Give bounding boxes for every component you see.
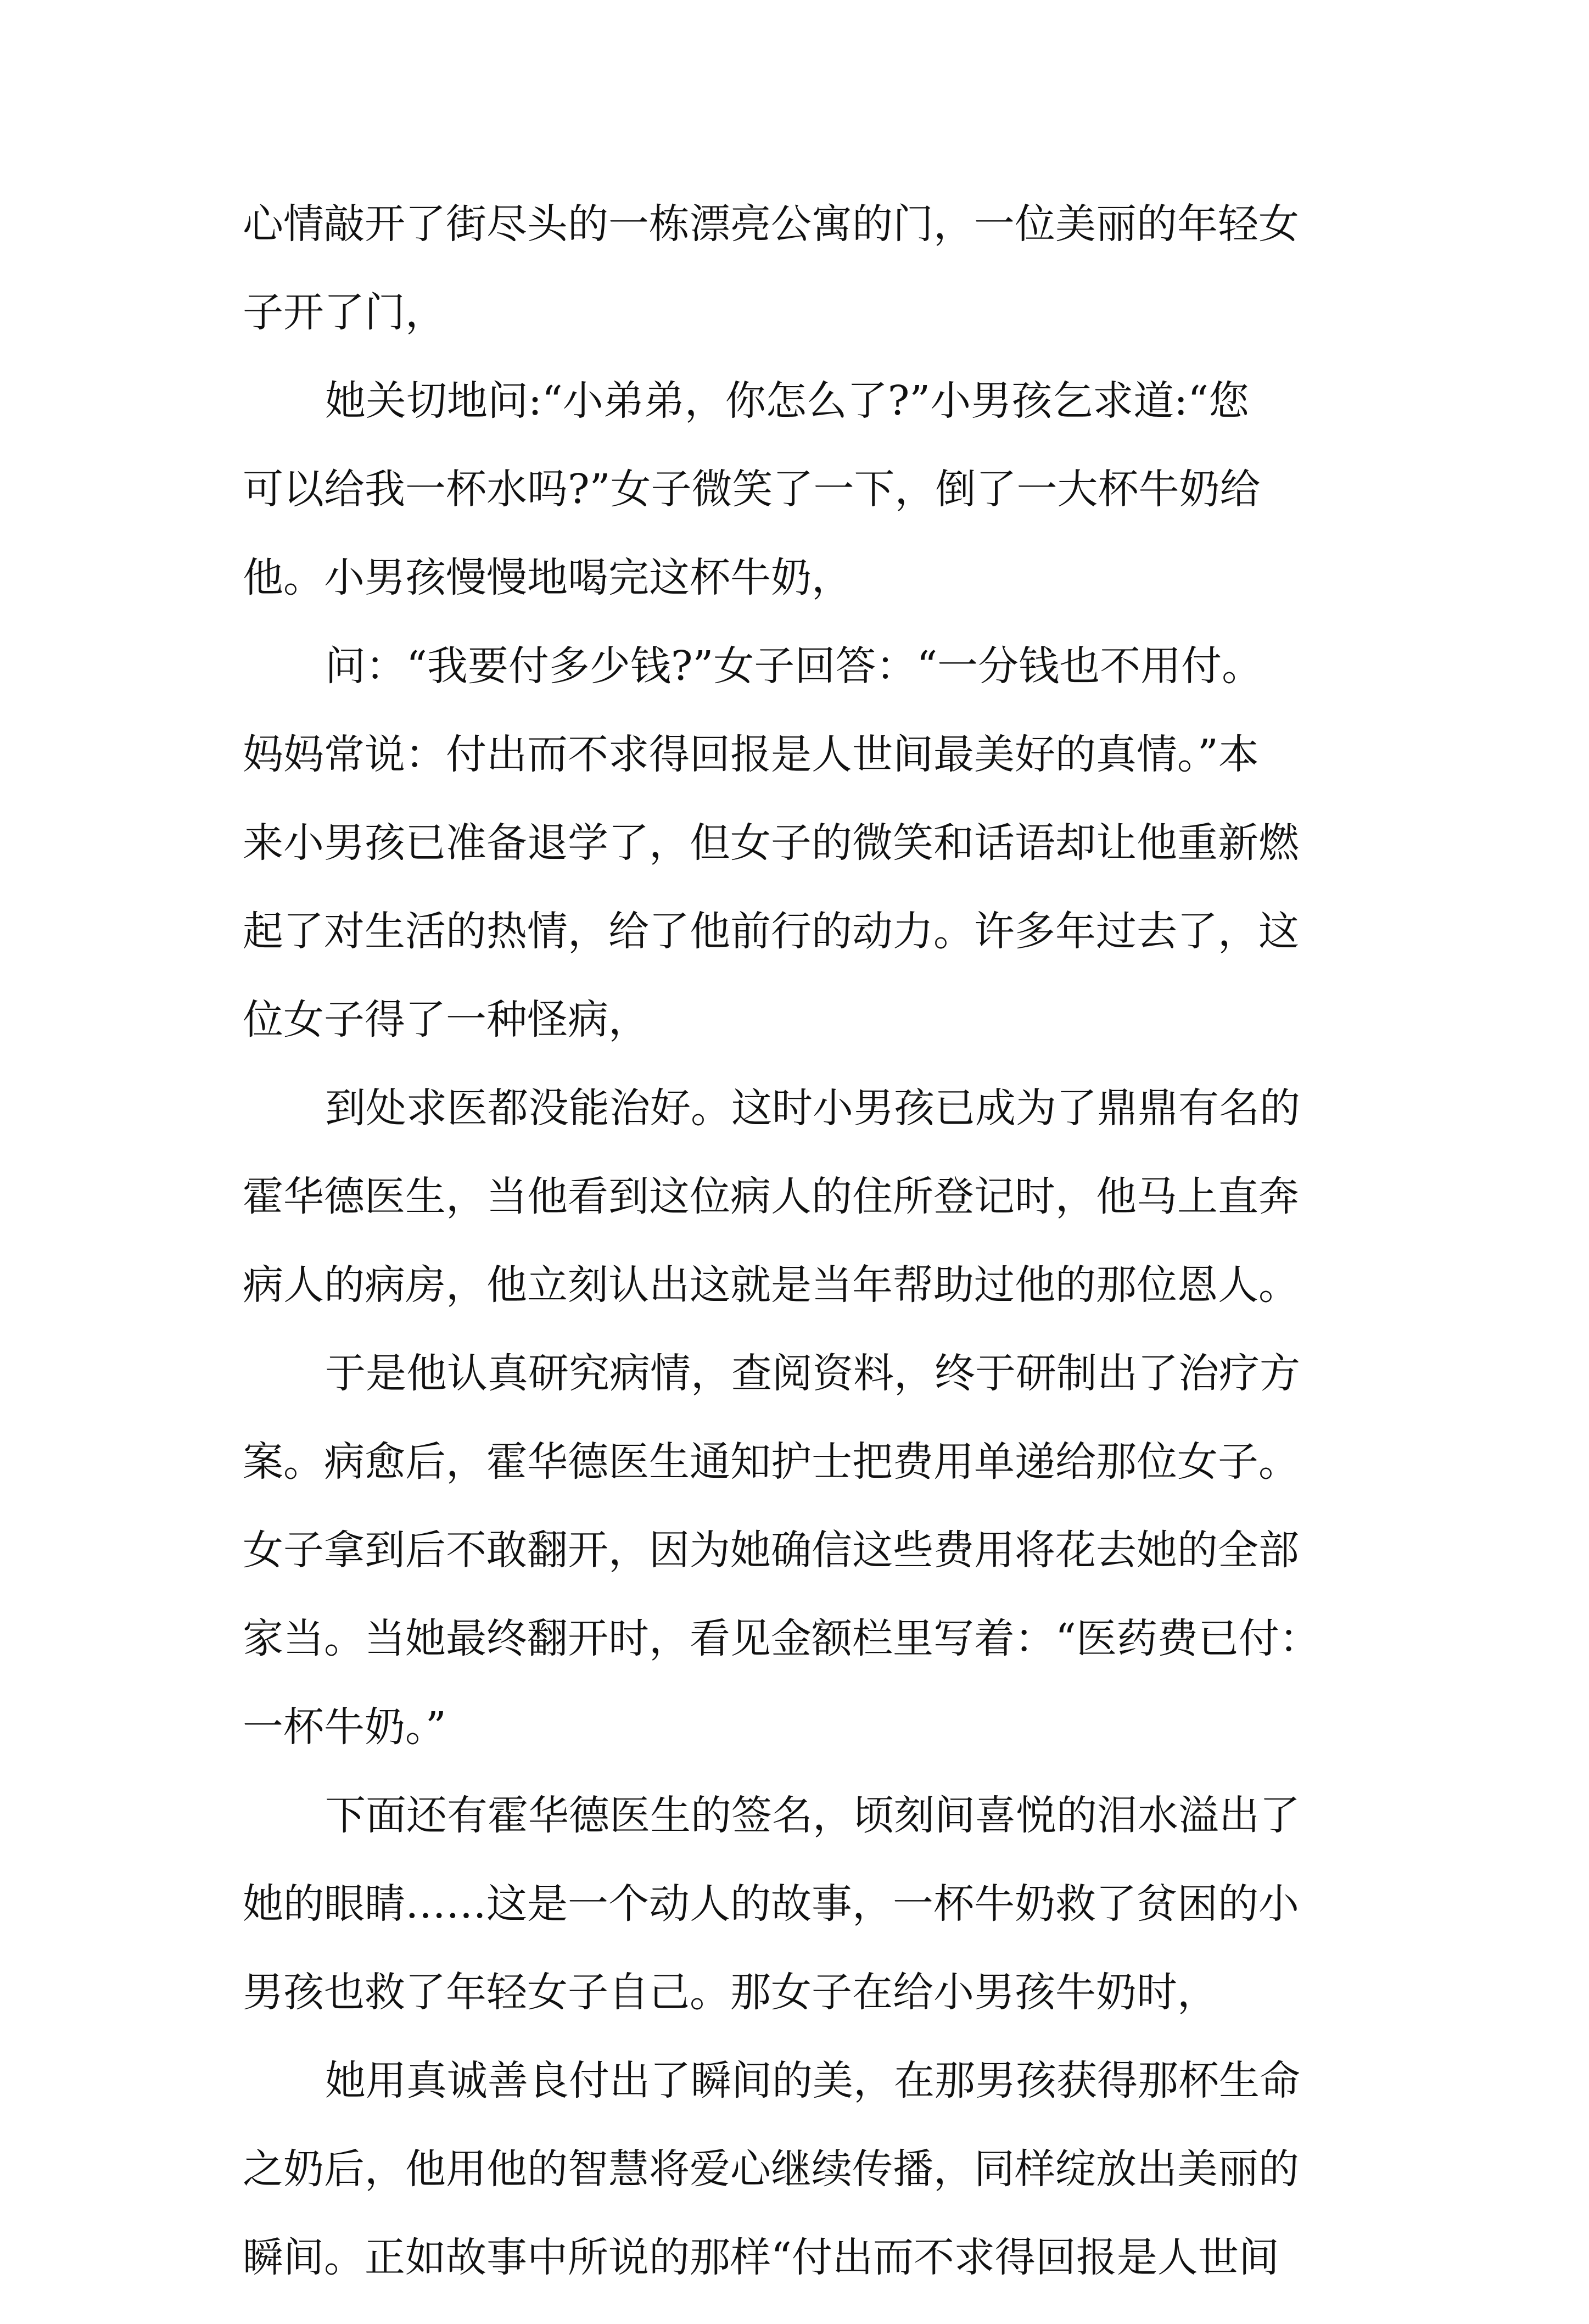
text-line: 下面还有霍华德医生的签名，顷刻间喜悦的泪水溢出了 xyxy=(325,1792,1300,1839)
text-line: 家当。当她最终翻开时，看见金额栏里写着：“医药费已付： xyxy=(243,1615,1320,1662)
text-line: 起了对生活的热情，给了他前行的动力。许多年过去了，这 xyxy=(243,908,1299,955)
text-line: 来小男孩已准备退学了，但女子的微笑和话语却让他重新燃 xyxy=(243,819,1299,867)
text-line: 她关切地问:“小弟弟，你怎么了?”小男孩乞求道:“您 xyxy=(325,377,1250,424)
text-line: 之奶后，他用他的智慧将爱心继续传播，同样绽放出美丽的 xyxy=(243,2146,1299,2193)
text-line: 病人的病房，他立刻认出这就是当年帮助过他的那位恩人。 xyxy=(243,1261,1299,1309)
text-line: 心情敲开了街尽头的一栋漂亮公寓的门，一位美丽的年轻女 xyxy=(243,200,1299,248)
text-line: 可以给我一杯水吗?”女子微笑了一下，倒了一大杯牛奶给 xyxy=(243,466,1261,513)
text-line: 霍华德医生，当他看到这位病人的住所登记时，他马上直奔 xyxy=(243,1173,1299,1220)
text-line: 他。小男孩慢慢地喝完这杯牛奶， xyxy=(243,554,852,601)
body-text xyxy=(243,202,1346,2324)
text-line: 位女子得了一种怪病， xyxy=(243,996,649,1043)
text-line: 妈妈常说：付出而不求得回报是人世间最美好的真情。”本 xyxy=(243,731,1259,778)
text-line: 子开了门， xyxy=(243,289,446,336)
text-line: 她的眼睛……这是一个动人的故事，一杯牛奶救了贫困的小 xyxy=(243,1880,1299,1928)
text-line: 她用真诚善良付出了瞬间的美，在那男孩获得那杯生命 xyxy=(325,2057,1300,2104)
text-line: 案。病愈后，霍华德医生通知护士把费用单递给那位女子。 xyxy=(243,1438,1299,1485)
text-line: 女子拿到后不敢翻开，因为她确信这些费用将花去她的全部 xyxy=(243,1527,1299,1574)
text-line: 于是他认真研究病情，查阅资料，终于研制出了治疗方 xyxy=(325,1350,1300,1397)
text-line: 男孩也救了年轻女子自己。那女子在给小男孩牛奶时， xyxy=(243,1969,1218,2016)
text-line: 到处求医都没能治好。这时小男孩已成为了鼎鼎有名的 xyxy=(325,1085,1300,1132)
text-line: 问：“我要付多少钱?”女子回答：“一分钱也不用付。 xyxy=(325,643,1263,690)
text-line: 一杯牛奶。” xyxy=(243,1703,446,1751)
text-line: 瞬间。正如故事中所说的那样“付出而不求得回报是人世间 xyxy=(243,2234,1279,2281)
